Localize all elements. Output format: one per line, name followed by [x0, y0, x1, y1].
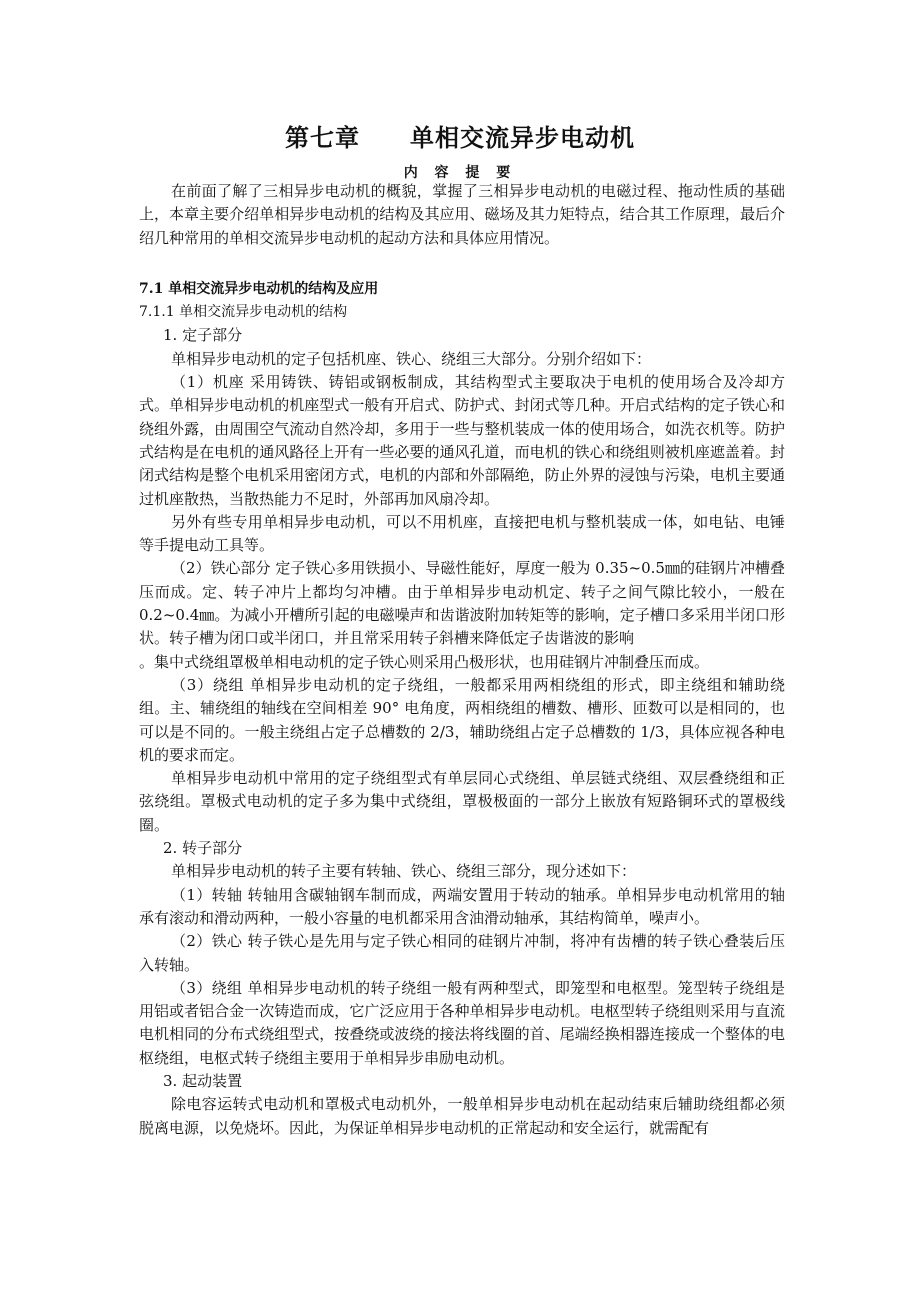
section-spacer: [139, 250, 785, 278]
starter-heading: 3. 起动装置: [163, 1071, 243, 1090]
rotor-core-paragraph: （2）铁心 转子铁心是先用与定子铁心相同的硅钢片冲制，将冲有齿槽的转子铁心叠装后压入转轴。: [139, 932, 785, 974]
stator-intro: 单相异步电动机的定子包括机座、铁心、绕组三大部分。分别介绍如下：: [171, 349, 652, 368]
section-heading-7-1: 7.1 单相交流异步电动机的结构及应用: [139, 280, 379, 297]
stator-heading: 1. 定子部分: [163, 326, 243, 345]
starter-paragraph: 除电容运转式电动机和罩极式电动机外，一般单相异步电动机在起动结束后辅助绕组都必须脱离电源，以免烧坏。因此，为保证单相异步电动机的正常起动和安全运行，就需配有: [139, 1095, 785, 1137]
subsection-heading-7-1-1: 7.1.1 单相交流异步电动机的结构: [139, 304, 348, 321]
stator-core-paragraph: （2）铁心部分 定子铁心多用铁损小、导磁性能好，厚度一般为 0.35~0.5㎜的硅钢片冲槽叠压而成。定、转子冲片上都均匀冲槽。由于单相异步电动机定、转子之间气隙比较小，一般在 0.2~0.4㎜。为减小开槽所引起的电磁噪声和齿谐波附加转矩等的影响，定子槽口多采用半闭口形状。转子槽为闭口或半闭口，并且常采用转子斜槽来降低定子齿谐波的影响: [139, 559, 785, 648]
stator-frame-paragraph: （1）机座 采用铸铁、铸铝或钢板制成，其结构型式主要取决于电机的使用场合及冷却方式。单相异步电动机的机座型式一般有开启式、防护式、封闭式等几种。开启式结构的定子铁心和绕组外露，由周围空气流动自然冷却，多用于一些与整机装成一体的使用场合，如洗衣机等。防护式结构是在电机的通风路径上开有一些必要的通风孔道，而电机的铁心和绕组则被机座遮盖着。封闭式结构是整个电机采用密闭方式，电机的内部和外部隔绝，防止外界的浸蚀与污染，电机主要通过机座散热，当散热能力不足时，外部再加风扇冷却。: [139, 373, 785, 508]
body-text: [139, 180, 785, 1140]
stator-core-extra-paragraph: 。集中式绕组罩极单相电动机的定子铁心则采用凸极形状，也用硅钢片冲制叠压而成。: [139, 652, 710, 671]
chapter-title: [0, 118, 920, 153]
stator-winding-types-paragraph: 单相异步电动机中常用的定子绕组型式有单层同心式绕组、单层链式绕组、双层叠绕组和正弦绕组。罩极式电动机的定子多为集中式绕组，罩极极面的一部分上嵌放有短路铜环式的罩极线圈。: [139, 769, 785, 834]
stator-frame-extra-paragraph: 另外有些专用单相异步电动机，可以不用机座，直接把电机与整机装成一体，如电钻、电锤等手提电动工具等。: [139, 512, 785, 555]
rotor-shaft-paragraph: （1）转轴 转轴用含碳轴钢车制而成，两端安置用于转动的轴承。单相异步电动机常用的轴承有滚动和滑动两种，一般小容量的电机都采用含油滑动轴承，其结构简单，噪声小。: [139, 885, 785, 927]
rotor-heading: 2. 转子部分: [163, 839, 243, 858]
chapter-label: 第七章: [285, 123, 360, 152]
rotor-winding-paragraph: （3）绕组 单相异步电动机的转子绕组一般有两种型式，即笼型和电枢型。笼型转子绕组是用铝或者铝合金一次铸造而成，它广泛应用于各种单相异步电动机。电枢型转子绕组则采用与直流电机相同的分布式绕组型式，按叠绕或波绕的接法将线圈的首、尾端经换相器连接成一个整体的电枢绕组，电枢式转子绕组主要用于单相异步串励电动机。: [139, 978, 785, 1067]
intro-paragraph: 在前面了解了三相异步电动机的概貌，掌握了三相异步电动机的电磁过程、拖动性质的基础上，本章主要介绍单相异步电动机的结构及其应用、磁场及其力矩特点，结合其工作原理，最后介绍几种常用的单相交流异步电动机的起动方法和具体应用情况。: [139, 182, 785, 247]
chapter-name: 单相交流异步电动机: [410, 123, 635, 152]
summary-heading: 内 容 提 要: [403, 165, 517, 181]
rotor-intro: 单相异步电动机的转子主要有转轴、铁心、绕组三部分，现分述如下：: [171, 862, 637, 881]
stator-winding-paragraph: （3）绕组 单相异步电动机的定子绕组，一般都采用两相绕组的形式，即主绕组和辅助绕组。主、辅绕组的轴线在空间相差 90° 电角度，两相绕组的槽数、槽形、匝数可以是相同的，也可以是不同的。一般主绕组占定子总槽数的 2/3，辅助绕组占定子总槽数的 1/3，具体应视各种电机的要求而定。: [139, 675, 785, 764]
